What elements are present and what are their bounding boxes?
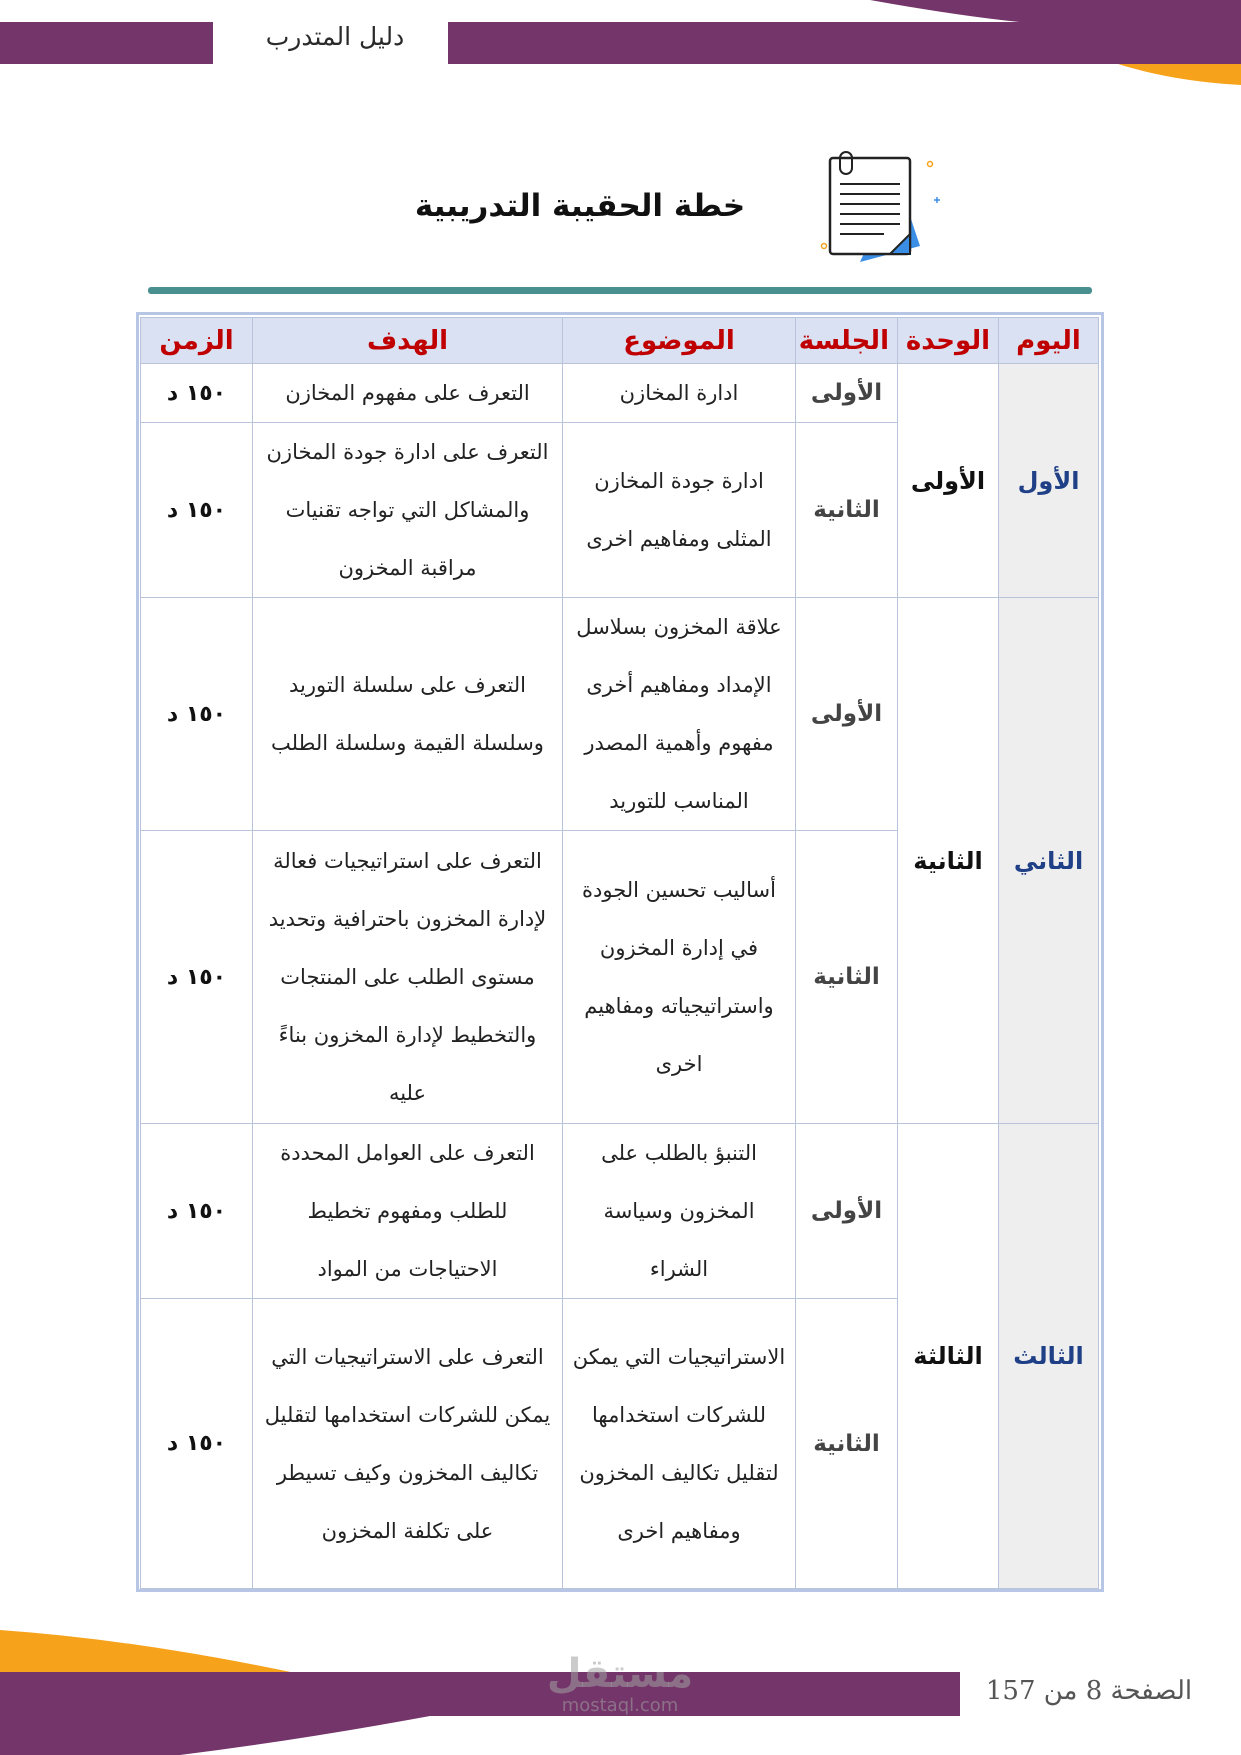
time-cell: ١٥٠ د (141, 1124, 253, 1299)
page-title: خطة الحقيبة التدريبية (414, 188, 746, 224)
topic-cell: التنبؤ بالطلب على المخزون وسياسة الشراء (563, 1124, 796, 1299)
header-topic: الموضوع (563, 318, 796, 364)
topic-cell: ادارة المخازن (563, 364, 796, 423)
header-title: دليل المتدرب (265, 22, 405, 51)
unit-cell: الثالثة (898, 1124, 999, 1589)
watermark-text-en: mostaql.com (561, 1695, 679, 1716)
unit-cell: الأولى (898, 364, 999, 598)
time-cell: ١٥٠ د (141, 423, 253, 598)
header-day: اليوم (999, 318, 1099, 364)
session-cell: الأولى (796, 364, 898, 423)
time-cell: ١٥٠ د (141, 1299, 253, 1589)
goal-cell: التعرف على الاستراتيجيات التي يمكن للشركات استخدامها لتقليل تكاليف المخزون وكيف تسيطر على تكلفة المخزون (253, 1299, 563, 1589)
goal-cell: التعرف على العوامل المحددة للطلب ومفهوم تخطيط الاحتياجات من المواد (253, 1124, 563, 1299)
watermark-text-ar: مستقل (546, 1651, 694, 1697)
header-decoration (0, 0, 1241, 110)
session-cell: الثانية (796, 423, 898, 598)
table-row (141, 598, 1099, 831)
header-unit: الوحدة (898, 318, 999, 364)
page-number: الصفحة 8 من 157 (985, 1676, 1193, 1706)
table-header-row (141, 318, 1099, 364)
goal-cell: التعرف على ادارة جودة المخازن والمشاكل التي تواجه تقنيات مراقبة المخزون (253, 423, 563, 598)
goal-cell: التعرف على مفهوم المخازن (253, 364, 563, 423)
time-cell: ١٥٠ د (141, 831, 253, 1124)
topic-cell: أساليب تحسين الجودة في إدارة المخزون واستراتيجياته ومفاهيم اخرى (563, 831, 796, 1124)
document-notes-icon (820, 150, 940, 268)
goal-cell: التعرف على سلسلة التوريد وسلسلة القيمة وسلسلة الطلب (253, 598, 563, 831)
topic-cell: ادارة جودة المخازن المثلى ومفاهيم اخرى (563, 423, 796, 598)
session-cell: الثانية (796, 831, 898, 1124)
goal-cell: التعرف على استراتيجيات فعالة لإدارة المخزون باحترافية وتحديد مستوى الطلب على المنتجات والتخطيط لإدارة المخزون بناءً عليه (253, 831, 563, 1124)
table-row (141, 1124, 1099, 1299)
table-row (141, 364, 1099, 423)
header-time: الزمن (141, 318, 253, 364)
session-cell: الأولى (796, 598, 898, 831)
header-session: الجلسة (796, 318, 898, 364)
time-cell: ١٥٠ د (141, 598, 253, 831)
session-cell: الأولى (796, 1124, 898, 1299)
day-cell: الثاني (999, 598, 1099, 1124)
day-cell: الأول (999, 364, 1099, 598)
title-divider (148, 287, 1092, 294)
session-cell: الثانية (796, 1299, 898, 1589)
time-cell: ١٥٠ د (141, 364, 253, 423)
header-goal: الهدف (253, 318, 563, 364)
topic-cell: علاقة المخزون بسلاسل الإمداد ومفاهيم أخرى مفهوم وأهمية المصدر المناسب للتوريد (563, 598, 796, 831)
day-cell: الثالث (999, 1124, 1099, 1589)
topic-cell: الاستراتيجيات التي يمكن للشركات استخدامها لتقليل تكاليف المخزون ومفاهيم اخرى (563, 1299, 796, 1589)
training-plan-table (136, 312, 1104, 1592)
unit-cell: الثانية (898, 598, 999, 1124)
watermark-logo (545, 1652, 695, 1716)
